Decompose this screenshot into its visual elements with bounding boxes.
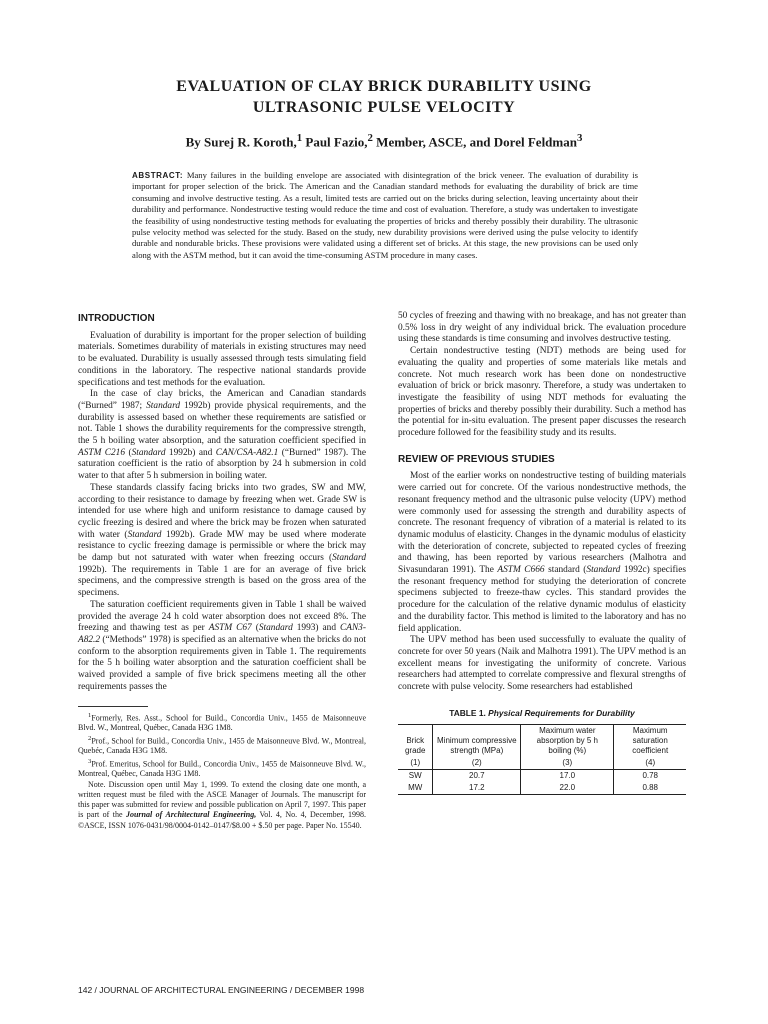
- table-row: [398, 769, 686, 782]
- table-column-number: (2): [433, 757, 521, 770]
- footnote-divider: [78, 706, 148, 707]
- table-1-caption: [398, 708, 686, 720]
- review-paragraph-2: The UPV method has been used successfully to evaluate the quality of concrete for over 50 years (Naik and Malhotra 1991). The UPV method is an excellent means for investigating the uniformity of concrete. Various researchers had attempted to correlate compressive and flexural strengths of concrete with pulse velocity. Some researchers had established: [398, 635, 686, 693]
- intro-paragraph-3: These standards classify facing bricks into two grades, SW and MW, according to their resistance to damage by freezing when wet. Grade SW is intended for use where high and uniform resistance to damage caused by cyclic freezing is desired and where the brick may be frozen when saturated with water (Standard 1992b). Grade MW may be used where moderate resistance to cyclic freezing damage is permissible or where the brick may be damp but not saturated with water when freezing occurs (Standard 1992b). The requirements in Table 1 are for an average of five brick specimens, and the compressive strength is based on the gross area of the specimens.: [78, 482, 367, 599]
- abstract-label: ABSTRACT:: [132, 171, 184, 180]
- abstract-text: Many failures in the building envelope are associated with disintegration of the brick veneer. The evaluation of durability is important for proper selection of the brick. The American and the Canadian standard methods for evaluating the durability of brick are time consuming and involve destructive testing. As a result, limited tests are carried out on the bricks during selection, leaving uncertainty about their durability and performance. Nondestructive testing would reduce the time and cost of evaluation. Therefore, a study was undertaken to investigate the feasibility of using nondestructive testing methods for evaluating the properties of bricks and thereby possibly their durability. The ultrasonic pulse velocity method was selected for the study. Based on the study, new durability provisions were derived using the pulse velocity to identify durable and nondurable bricks. These provisions were validated using a different set of bricks. At this stage, the new provisions can be used only along with the ASTM method, but it can avoid the time-consuming ASTM procedure in many cases.: [132, 170, 639, 260]
- table-cell: 17.0: [521, 769, 614, 782]
- intro-paragraph-1: Evaluation of durability is important for the proper selection of building materials. Sometimes durability of materials in existing structures may need to be evaluated. Durability is usually assessed through tests simulating field conditions in the laboratory. The respective national standards provide specifications and test methods for the evaluation.: [78, 330, 366, 388]
- membership-text: Member, ASCE, and: [376, 134, 491, 150]
- author-2: Paul Fazio,: [305, 134, 368, 150]
- intro-paragraph-2: In the case of clay bricks, the American and Canadian standards (“Burned” 1987; Standard 1992b) provide physical requirements, and the durability is assessed based on whether these requirements are satisfied or not. Table 1 shows the durability requirements for the compressive strength, the 5 h boiling water absorption, and the saturation coefficient specified in ASTM C216 (Standard 1992b) and CAN/CSA-A82.1 (“Burned” 1987). The saturation coefficient is the ratio of absorption by 24 h submersion in cold water to that after 5 h submersion in boiling water.: [78, 389, 366, 482]
- table-cell: 17.2: [433, 782, 521, 795]
- table-header-cell: Minimum compressive strength (MPa): [433, 724, 521, 757]
- table-column-number: (1): [398, 757, 433, 770]
- author-1-footnote-mark: 1: [296, 132, 303, 144]
- intro-paragraph-4: The saturation coefficient requirements given in Table 1 shall be waived provided the average 24 h cold water absorption does not exceed 8%. The freezing and thawing test as per ASTM C67 (Standard 1993) and CAN3-A82.2 (“Methods” 1978) is specified as an alternative when the bricks do not conform to the absorption requirements given in Table 1. The requirements for the 5 h boiling water absorption and the saturation coefficient shall be waived provided a sample of five brick specimens meeting all the other requirements passes the: [78, 599, 366, 692]
- table-header-cell: Maximum saturation coefficient: [614, 724, 686, 757]
- author-2-footnote-mark: 2: [367, 132, 373, 144]
- author-1: Surej R. Koroth,: [204, 134, 297, 150]
- author-line: [0, 132, 768, 150]
- table-1-title: Physical Requirements for Durability: [488, 707, 635, 718]
- title-line-1: EVALUATION OF CLAY BRICK DURABILITY USING: [176, 78, 592, 95]
- table-column-number: (4): [614, 757, 686, 770]
- table-header-cell: Maximum water absorption by 5 h boiling (%): [521, 724, 614, 757]
- introduction-heading: INTRODUCTION: [78, 313, 155, 324]
- title-line-2: ULTRASONIC PULSE VELOCITY: [252, 99, 516, 116]
- footnote-3: $^3$Prof. Emeritus, School for Build., Concordia Univ., 1455 de Maisonneuve Blvd. W., Montreal, Québec, Canada H3G 1M8.: [78, 757, 366, 779]
- review-heading: REVIEW OF PREVIOUS STUDIES: [398, 453, 555, 465]
- table-header-cell: Brick grade: [398, 724, 433, 757]
- review-paragraph-1: Most of the earlier works on nondestructive testing of building materials were carried out for concrete. Of the various nondestructive methods, the resonant frequency method and the ultrasonic pulse velocity (UPV) method were commonly used for assessing the strength and durability aspects of concrete. The resonant frequency of vibration of a material is related to its dynamic modulus of elasticity. Changes in the dynamic modulus of elasticity with the deterioration of concrete, subjected to repeated cycles of freezing and thawing, has been reported by various researchers (Malhotra and Sivasundaran 1991). The ASTM C666 standard (Standard 1992c) specifies the resonant frequency method for studying the deterioration of concrete specimens subjected to freeze-thaw cycles. This standard provides the procedure for the calculation of the relative dynamic modulus of elasticity and the durability factor. This method is limited to the laboratory and has no field application.: [398, 471, 687, 634]
- table-cell: 20.7: [433, 769, 521, 782]
- table-row: [398, 782, 686, 795]
- table-1-label: TABLE 1.: [449, 707, 486, 718]
- table-column-number: (3): [521, 757, 614, 770]
- by-label: By: [185, 134, 201, 150]
- discussion-note: Note. Discussion open until May 1, 1999. To extend the closing date one month, a written request must be filed with the ASCE Manager of Journals. The manuscript for this paper was submitted for review and possible publication on April 7, 1997. This paper is part of the Journal of Architectural Engineering, Vol. 4, No. 4, December, 1998. ©ASCE, ISSN 1076-0431/98/0004-0142–0147/$8.00 + $.50 per page. Paper No. 15540.: [78, 779, 367, 830]
- left-column: [78, 311, 366, 831]
- right-column: [398, 311, 686, 795]
- footnote-2: $^2$Prof., School for Build., Concordia Univ., 1455 de Maisonneuve Blvd. W., Montreal, Quebéc, Canada H3G 1M8.: [78, 734, 366, 756]
- footnotes: [78, 711, 366, 831]
- table-cell: 0.78: [614, 769, 686, 782]
- table-cell: SW: [408, 770, 422, 780]
- abstract: [132, 170, 638, 261]
- page-footer: 142 / JOURNAL OF ARCHITECTURAL ENGINEERING / DECEMBER 1998: [78, 985, 365, 995]
- table-1: [398, 724, 686, 795]
- author-3-footnote-mark: 3: [576, 132, 583, 144]
- right-paragraph-2: Certain nondestructive testing (NDT) methods are being used for evaluating the quality and properties of some materials like metals and concrete. Not much research work has been done on nondestructive evaluation of brick or brick masonry. Therefore, a study was undertaken to investigate the feasibility of using NDT methods for evaluating the properties of bricks and thereby possibly their durability. Such a method has the potential for in-situ evaluation. The present paper discusses the research procedure followed for the feasibility study and its results.: [398, 346, 686, 439]
- paper-title: [0, 76, 768, 118]
- table-cell: 0.88: [614, 782, 686, 795]
- table-cell: MW: [398, 782, 433, 795]
- author-3: Dorel Feldman: [493, 134, 577, 150]
- right-paragraph-1: 50 cycles of freezing and thawing with no breakage, and has not greater than 0.5% loss in dry weight of any individual brick. The evaluation procedure using these standards is time consuming and involves destructive testing.: [398, 311, 686, 345]
- footnote-1: $^1$Formerly, Res. Asst., School for Build., Concordia Univ., 1455 de Maisonneuve Blvd. W., Montreal, Québec, Canada H3G 1M8.: [78, 711, 366, 733]
- table-cell: 22.0: [521, 782, 614, 795]
